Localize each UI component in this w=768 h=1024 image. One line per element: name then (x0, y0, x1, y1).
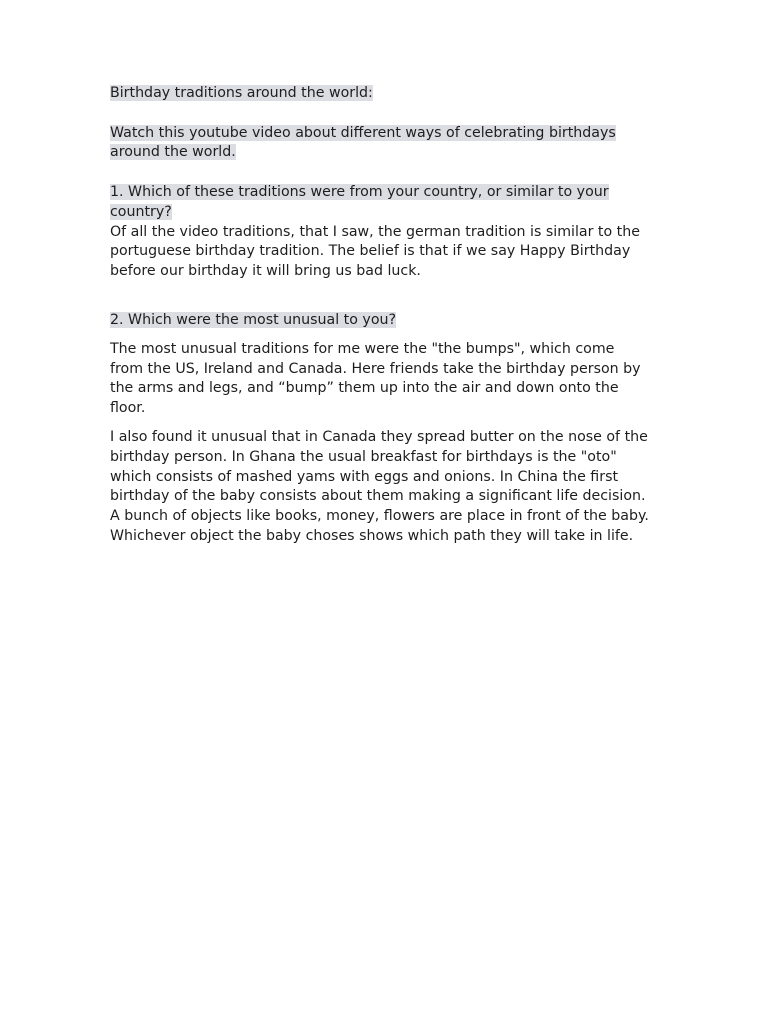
intro-paragraph (110, 124, 650, 164)
question-1-paragraph (110, 183, 650, 223)
answer-2-paragraph-1: The most unusual traditions for me were the "the bumps", which come from the US, Ireland and Canada. Here friends take the birthday person by the arms and legs, and “bump” them up into the air and down onto the floor. (110, 340, 641, 417)
question-2-paragraph (110, 311, 650, 331)
question-1: 1. Which of these traditions were from your country, or similar to your country? (110, 183, 609, 220)
document-page (110, 84, 650, 547)
document-title: Birthday traditions around the world: (110, 85, 373, 101)
intro-text: Watch this youtube video about different ways of celebrating birthdays around the world. (110, 124, 616, 161)
question-2: 2. Which were the most unusual to you? (110, 311, 397, 328)
document-title-paragraph (110, 84, 650, 104)
answer-1: Of all the video traditions, that I saw, the german tradition is similar to the portuguese birthday tradition. The belief is that if we say Happy Birthday before our birthday it will bring us bad luck. (110, 223, 640, 280)
answer-2-paragraph-2: I also found it unusual that in Canada they spread butter on the nose of the birthday person. In Ghana the usual breakfast for birthdays is the "oto" which consists of mashed yams with eggs and onions. In China the first birthday of the baby consists about them making a significant life decision. A bunch of objects like books, money, flowers are place in front of the baby. Whichever object the baby choses shows which path they will take in life. (110, 428, 649, 544)
